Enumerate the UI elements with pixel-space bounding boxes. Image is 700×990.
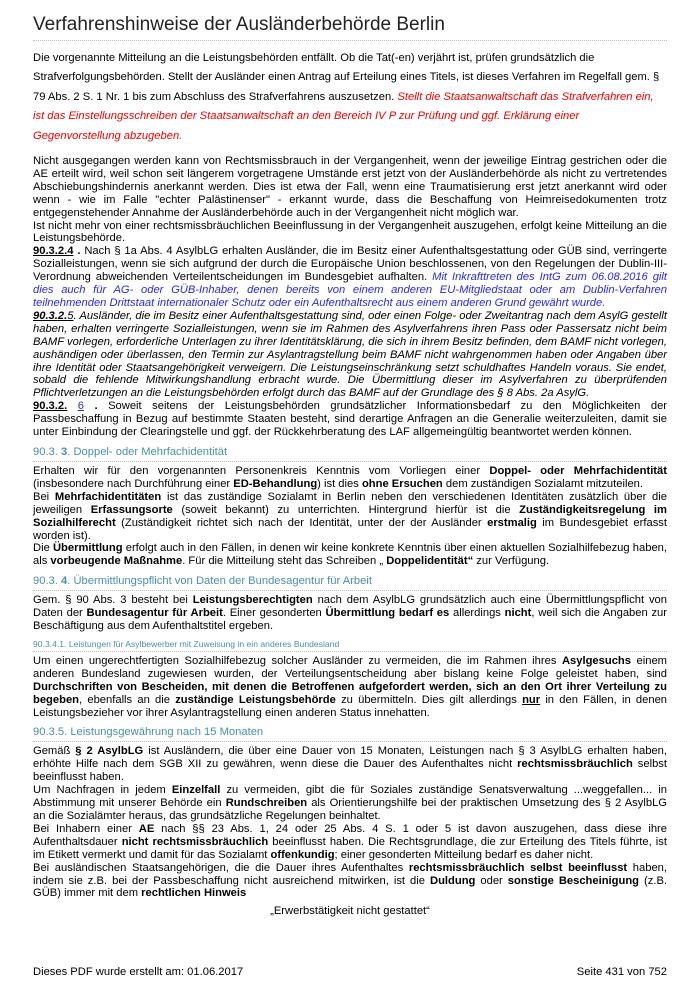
paragraph-90-3-4: Gem. § 90 Abs. 3 besteht bei Leistungsberechtigten nach dem AsylbLG grundsätzlich auch eine Übermittlungspflicht von Daten der Bundesagentur für Arbeit. Einer gesonderten Übermittlung bedarf es allerdings nicht, weil sich die Angaben zur Beschäftigung aus dem Aufenthaltstitel ergeben. bbox=[33, 594, 667, 633]
abuse-paragraph: Nicht ausgegangen werden kann von Rechtsmissbrauch in der Vergangenheit, wenn der jeweilige Eintrag gestrichen oder die AE erteilt wird, weil schon seit längerem vorgetragene Umstände erst jetzt von der Ausländerbehörde als nicht zu vertretendes Abschiebungshindernis anerkannt werden. Dies ist etwa der Fall, wenn eine Traumatisierung erst jetzt anerkannt wird oder wenn - wie im Falle "echter Palästinenser" - erkannt wurde, dass die Beschaffung von Heimreisedokumenten trotz entgegenstehender Annahme der Ausländerbehörde auch in der Vergangenheit nicht möglich war. bbox=[33, 155, 667, 219]
section-90-3-2-6: 90.3.2. 6 . Soweit seitens der Leistungsbehörden grundsätzlicher Informationsbedarf zu den Möglichkeiten der Passbeschaffung in Bezug auf bestimmte Staaten besteht, sind derartige Anfragen an die Generalie weiterzuleiten, damit sie unter Einbindung der Clearingstelle und ggf. der Rückkehrberatung des LAF allgemeingültig beantwortet werden können. bbox=[33, 400, 668, 439]
intro-red-note: Stellt die Staatsanwaltschaft das Strafverfahren ein, ist das Einstellungsschreiben der Staatsanwaltschaft an den Bereich IV P zur Prüfung und ggf. Erklärung einer Gegenvorstellung abzugeben. bbox=[33, 90, 654, 142]
section-90-3-2-4: 90.3.2.4 . Nach § 1a Abs. 4 AsylbLG erhalten Ausländer, die im Besitz einer Aufenthaltsgestattung oder GÜB sind, verringerte Sozialleistungen, wenn sie sich aufgrund der durch die Europäische Union beschlossenen, von den Regelungen der Dublin-III-Verordnung abweichenden Verteilentscheidungen im Bundesgebiet aufhalten. Mit Inkrafttreten des IntG zum 06.08.2016 gilt dies auch für AG- oder GÜB-Inhaber, denen bereits von einem anderen EU-Mitgliedstaat oder am Dublin-Verfahren teilnehmenden Drittstaat internationaler Schutz oder ein Aufenthaltsrecht aus einem anderen Grund gewährt wurde. bbox=[33, 245, 668, 309]
section-number: 90.3.2. bbox=[33, 400, 68, 413]
page-footer bbox=[33, 966, 667, 978]
no-more-paragraph: Ist nicht mehr von einer rechtsmissbräuchlichen Beeinflussung in der Vergangenheit auszugehen, erfolgt keine Mitteilung an die Leistungsbehörde. bbox=[33, 219, 667, 245]
intro-text: Die vorgenannte Mitteilung an die Leistungsbehörden entfällt. Ob die Tat(-en) verjährt ist, prüfen grundsätzlich die Strafverfolgungsbehörden. Stellt der Ausländer einen Antrag auf Erteilung eines Titels, ist dieses Verfahren im Regelfall gem. § 79 Abs. 2 S. 1 Nr. 1 bis zum Abschluss des Strafverfahrens auszusetzen. bbox=[33, 52, 660, 103]
section-text: Ausländer, die im Besitz einer Aufenthaltsgestattung sind, oder einen Folge- oder Zweitantrag nach dem AsylG gestellt haben, erhalten verringerte Sozialleistungen, wenn sie im Rahmen des Asylverfahrens ihren Pass oder Passersatz nicht beim BAMF vorlegen, erforderliche Unterlagen zu ihrer Identitätsklärung, die sich in ihrem Besitz befinden, dem BAMF nicht vorlegen, aushändigen oder überlassen, den Termin zur Asylantragstellung beim BAMF nicht wahrgenommen haben oder Angaben über ihre Identität oder Staatsangehörigkeit verweigern. Die Leistungseinschränkung setzt schuldhaftes Handeln voraus. Sie endet, sobald die fehlende Mitwirkungshandlung erbracht wurde. Die Übermittlung dieser im Asylverfahren zu überprüfenden Pflichtverletzungen an die Leistungsbehörden erfolgt durch das BAMF auf der Grundlage des § 8 Abs. 2a AsylG. bbox=[33, 309, 667, 400]
paragraph-90-3-5: Gemäß § 2 AsylbLG ist Ausländern, die über eine Dauer von 15 Monaten, Leistungen nach § 3 AsylbLG erhalten haben, erhöhte Hilfe nach dem SGB XII zu gewähren, wenn diese die Dauer des Aufenthaltes nicht rechtsmissbräuchlich selbst beeinflusst haben. Um Nachfragen in jedem Einzelfall zu vermeiden, gibt die für Soziales zuständige Senatsverwaltung ...weggefallen... in Abstimmung mit unserer Behörde ein Rundschreiben als Orientierungshilfe bei der praktischen Umsetzung des § 2 AsylbLG an die Sozialämter heraus, das grundsätzliche Regelungen beinhaltet. Bei Inhabern einer AE nach §§ 23 Abs. 1, 24 oder 25 Abs. 4 S. 1 oder 5 ist davon auszugehen, dass diese ihre Aufenthaltsdauer nicht rechtsmissbräuchlich beeinflusst haben. Die Rechtsgrundlage, die zur Erteilung des Titels führte, ist im Etikett vermerkt und damit für das Sozialamt offenkundig; einer gesonderten Mitteilung bedarf es daher nicht. Bei ausländischen Staatsangehörigen, die die Dauer ihres Aufenthaltes rechtsmissbräuchlich selbst beeinflusst haben, indem sie z.B. bei der Passbeschaffung nicht ausreichend mitwirken, ist die Duldung oder sonstige Bescheinigung (z.B. GÜB) immer mit dem rechtlichen Hinweis bbox=[33, 745, 668, 900]
footer-page-number: Seite 431 von 752 bbox=[576, 966, 667, 978]
intro-paragraph bbox=[33, 49, 667, 146]
section-text: Nach § 1a Abs. 4 AsylbLG erhalten Ausländer, die im Besitz einer Aufenthaltsgestattung oder GÜB sind, verringerte Sozialleistungen, wenn sie sich aufgrund der durch die Europäische Union beschlossenen, von den Regelungen der Dublin-III-Verordnung abweichenden Verteilentscheidungen im Bundesgebiet aufhalten. bbox=[33, 245, 668, 284]
section-text: Soweit seitens der Leistungsbehörden grundsätzlicher Informationsbedarf zu den Möglichkeiten der Passbeschaffung in Bezug auf bestimmte Staaten besteht, sind derartige Anfragen an die Generalie weiterzuleiten, damit sie unter Einbindung der Clearingstelle und ggf. der Rückkehrberatung des LAF allgemeingültig beantwortet werden können. bbox=[33, 400, 668, 439]
paragraph-90-3-4-1: Um einen ungerechtfertigten Sozialhilfebezug solcher Ausländer zu vermeiden, die im Rahmen ihres Asylgesuchs einem anderen Bundesland zugewiesen wurden, der Verteilungsentscheidung aber bislang keine Folge geleistet haben, sind Durchschriften von Bescheiden, mit denen die Betroffenen aufgefordert werden, sich an den Ort ihrer Verteilung zu begeben, ebenfalls an die zuständige Leistungsbehörde zu übermitteln. Dies gilt allerdings nur in den Fällen, in denen Leistungsbezieher vor ihrer Asylantragstellung einen anderen Status innehatten. bbox=[33, 654, 668, 719]
section-number-link[interactable]: 6 bbox=[77, 400, 84, 413]
section-90-3-2-5: 90.3.2.5. Ausländer, die im Besitz einer Aufenthaltsgestattung sind, oder einen Folge- oder Zweitantrag nach dem AsylG gestellt haben, erhalten verringerte Sozialleistungen, wenn sie im Rahmen des Asylverfahrens ihren Pass oder Passersatz nicht beim BAMF vorlegen, erforderliche Unterlagen zu ihrer Identitätsklärung, die sich in ihrem Besitz befinden, dem BAMF nicht vorlegen, aushändigen oder überlassen, den Termin zur Asylantragstellung beim BAMF nicht wahrgenommen haben oder Angaben über ihre Identität oder Staatsangehörigkeit verweigern. Die Leistungseinschränkung setzt schuldhaftes Handeln voraus. Sie endet, sobald die fehlende Mitwirkungshandlung erbracht wurde. Die Übermittlung dieser im Asylverfahren zu überprüfenden Pflichtverletzungen an die Leistungsbehörden erfolgt durch das BAMF auf der Grundlage des § 8 Abs. 2a AsylG. bbox=[33, 309, 667, 400]
footer-created-date: Dieses PDF wurde erstellt am: 01.06.2017 bbox=[33, 966, 244, 978]
page-title: Verfahrenshinweise der Ausländerbehörde Berlin bbox=[33, 14, 667, 41]
heading-90-3-4-1: 90.3.4.1. Leistungen für Asylbewerber mit Zuweisung in ein anderes Bundesland bbox=[33, 639, 667, 652]
heading-90-3-3: 90.3. 3. Doppel- oder Mehrfachidentität bbox=[33, 446, 667, 462]
heading-90-3-5: 90.3.5. Leistungsgewährung nach 15 Monaten bbox=[33, 726, 667, 742]
paragraph-90-3-3: Erhalten wir für den vorgenannten Personenkreis Kenntnis vom Vorliegen einer Doppel- oder Mehrfachidentität (insbesondere nach Durchführung einer ED-Behandlung) ist dies ohne Ersuchen dem zuständigen Sozialamt mitzuteilen. Bei Mehrfachidentitäten ist das zuständige Sozialamt in Berlin neben den verschiedenen Identitäten zusätzlich über die jeweiligen Erfassungsorte (soweit bekannt) zu unterrichten. Hintergrund hierfür ist die Zuständigkeitsregelung im Sozialhilferecht (Zuständigkeit richtet sich nach der Identität, unter der der Ausländer erstmalig im Bundesgebiet erfasst worden ist). Die Übermittlung erfolgt auch in den Fällen, in denen wir keine konkrete Kenntnis über einen aktuellen Sozialhilfebezug haben, als vorbeugende Maßnahme. Für die Mitteilung steht das Schreiben „ Doppelidentität“ zur Verfügung. bbox=[33, 464, 667, 568]
quote-line: „Erwerbstätigkeit nicht gestattet“ bbox=[270, 905, 430, 918]
section-number: 90.3.2. bbox=[33, 309, 68, 322]
section-number: 90.3.2.4 bbox=[33, 245, 74, 258]
heading-90-3-4: 90.3. 4. Übermittlungspflicht von Daten der Bundesagentur für Arbeit bbox=[33, 575, 667, 591]
section-blue-note: Mit Inkrafttreten des IntG zum 06.08.2016 gilt dies auch für AG- oder GÜB-Inhaber, denen bereits von einem anderen EU-Mitgliedstaat oder am Dublin-Verfahren teilnehmenden Drittstaat internationaler Schutz oder ein Aufenthaltsrecht aus einem anderen Grund gewährt wurde. bbox=[33, 271, 667, 309]
document-page bbox=[33, 0, 667, 918]
section-number-suffix: 5 bbox=[67, 309, 74, 322]
